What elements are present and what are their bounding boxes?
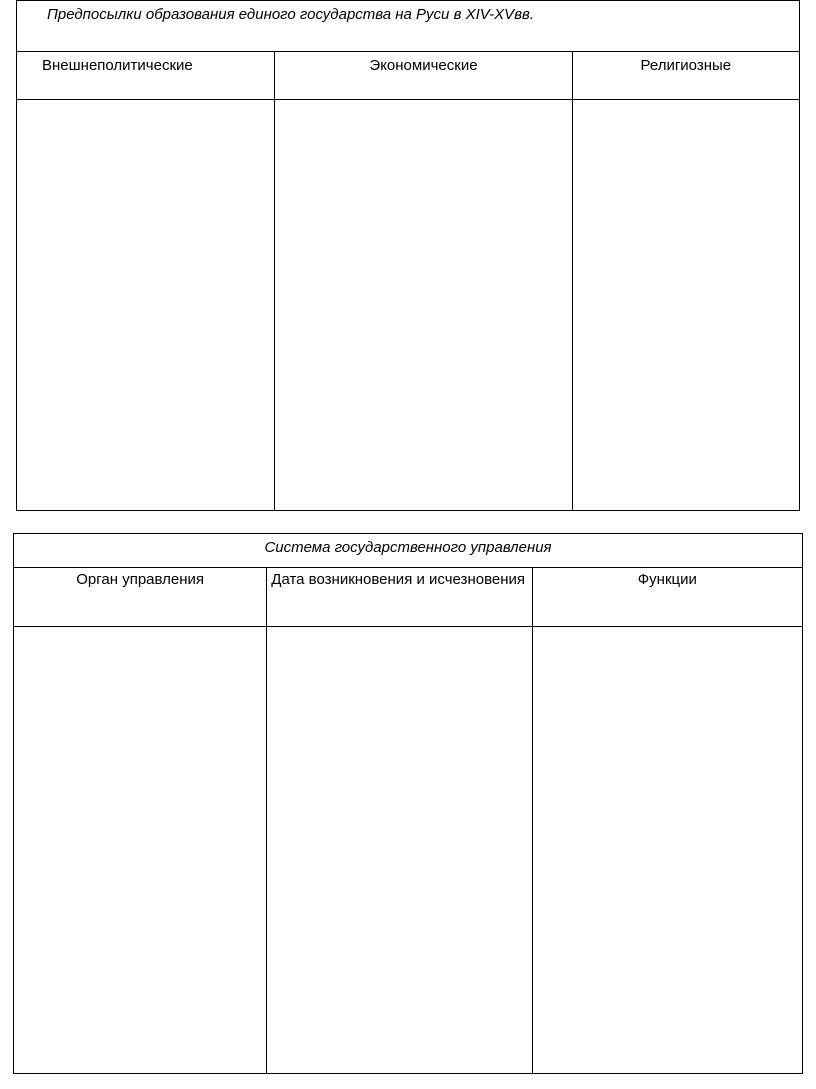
government-system-table [13,533,803,1074]
answer-cell-functions[interactable] [532,627,802,1074]
answer-cell-economic[interactable] [275,100,572,511]
answer-cell-governing-body[interactable] [14,627,267,1074]
prerequisites-table-title: Предпосылки образования единого государства на Руси в XIV-XVвв. [17,1,800,52]
answer-cell-dates[interactable] [267,627,532,1074]
column-header-foreign-policy: Внешнеполитические [17,52,275,100]
column-header-dates: Дата возникновения и исчезновения [267,568,532,627]
answer-cell-religious[interactable] [572,100,799,511]
column-header-economic: Экономические [275,52,572,100]
column-header-religious: Религиозные [572,52,799,100]
column-header-governing-body: Орган управления [14,568,267,627]
answer-cell-foreign-policy[interactable] [17,100,275,511]
prerequisites-table [16,0,800,511]
column-header-functions: Функции [532,568,802,627]
government-system-table-title: Система государственного управления [14,534,803,568]
